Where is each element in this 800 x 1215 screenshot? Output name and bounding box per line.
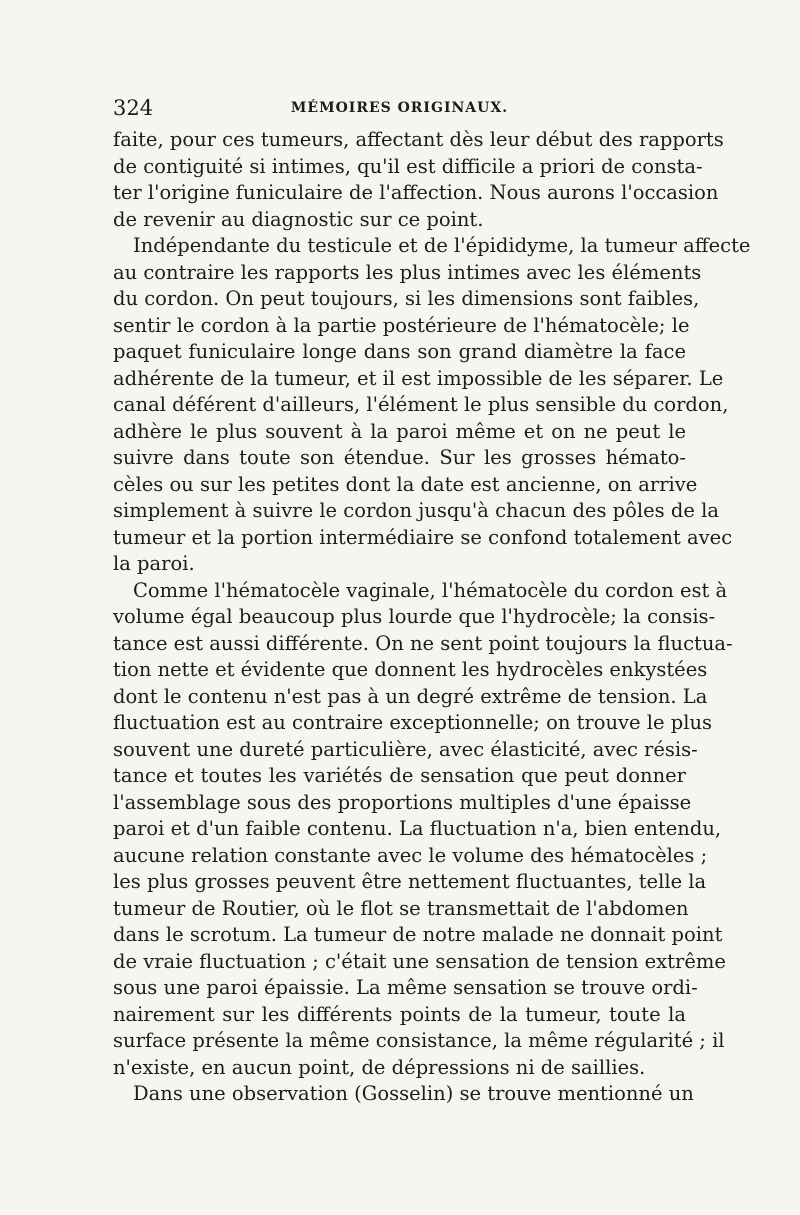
text-line: ter l'origine funiculaire de l'affection. Nous aurons l'occasion — [113, 181, 719, 204]
text-line: volume égal beaucoup plus lourde que l'hydrocèle; la consis- — [113, 605, 716, 628]
text-line: suivre dans toute son étendue. Sur les grosses hémato- — [113, 446, 686, 469]
text-line: paroi et d'un faible contenu. La fluctuation n'a, bien entendu, — [113, 817, 722, 840]
text-line: adhère le plus souvent à la paroi même et on ne peut le — [113, 419, 686, 443]
text-line: de vraie fluctuation ; c'était une sensation de tension extrême — [113, 949, 726, 973]
text-line: surface présente la même consistance, la même régularité ; il — [113, 1029, 725, 1052]
text-line: la paroi. — [113, 552, 195, 575]
text-line: au contraire les rapports les plus intimes avec les éléments — [113, 260, 702, 284]
text-line: de revenir au diagnostic sur ce point. — [113, 207, 484, 231]
text-line: les plus grosses peuvent être nettement fluctuantes, telle la — [113, 870, 707, 893]
text-line: cèles ou sur les petites dont la date est ancienne, on arrive — [113, 472, 698, 496]
text-line: tance et toutes les variétés de sensation que peut donner — [113, 764, 686, 787]
text-line: Indépendante du testicule et de l'épididyme, la tumeur affecte — [133, 234, 751, 257]
text-line: adhérente de la tumeur, et il est impossible de les séparer. Le — [113, 366, 724, 390]
text-line: sous une paroi épaissie. La même sensation se trouve ordi- — [113, 976, 698, 999]
text-line: souvent une dureté particulière, avec élasticité, avec résis- — [113, 737, 698, 761]
text-line: Dans une observation (Gosselin) se trouve mentionné un — [133, 1082, 694, 1105]
text-line: fluctuation est au contraire exceptionnelle; on trouve le plus — [113, 711, 713, 734]
text-line: aucune relation constante avec le volume des hématocèles ; — [113, 843, 708, 867]
text-line: sentir le cordon à la partie postérieure de l'hématocèle; le — [113, 313, 690, 337]
text-line: paquet funiculaire longe dans son grand diamètre la face — [113, 340, 686, 363]
page-number: 324 — [113, 96, 154, 120]
text-line: faite, pour ces tumeurs, affectant dès leur début des rapports — [113, 128, 724, 151]
text-line: n'existe, en aucun point, de dépressions ni de saillies. — [113, 1055, 646, 1079]
text-line: tumeur et la portion intermédiaire se confond totalement avec — [113, 525, 733, 549]
text-line: tion nette et évidente que donnent les hydrocèles enkystées — [113, 658, 708, 681]
text-line: dont le contenu n'est pas à un degré extrême de tension. La — [113, 684, 708, 708]
body-text — [113, 127, 751, 1108]
text-line: du cordon. On peut toujours, si les dimensions sont faibles, — [113, 287, 700, 310]
text-line: nairement sur les différents points de la tumeur, toute la — [113, 1002, 686, 1026]
text-line: l'assemblage sous des proportions multiples d'une épaisse — [113, 790, 692, 814]
text-line: tance est aussi différente. On ne sent point toujours la fluctua- — [113, 631, 733, 655]
text-line: tumeur de Routier, où le flot se transmettait de l'abdomen — [113, 896, 689, 920]
text-line: dans le scrotum. La tumeur de notre malade ne donnait point — [113, 923, 723, 946]
text-line: simplement à suivre le cordon jusqu'à chacun des pôles de la — [113, 499, 719, 522]
text-line: de contiguité si intimes, qu'il est difficile a priori de consta- — [113, 154, 703, 178]
text-line: Comme l'hématocèle vaginale, l'hématocèle du cordon est à — [133, 578, 728, 602]
text-line: canal déférent d'ailleurs, l'élément le plus sensible du cordon, — [113, 393, 729, 416]
running-title: MÉMOIRES ORIGINAUX. — [290, 100, 509, 116]
page-header — [113, 93, 686, 123]
